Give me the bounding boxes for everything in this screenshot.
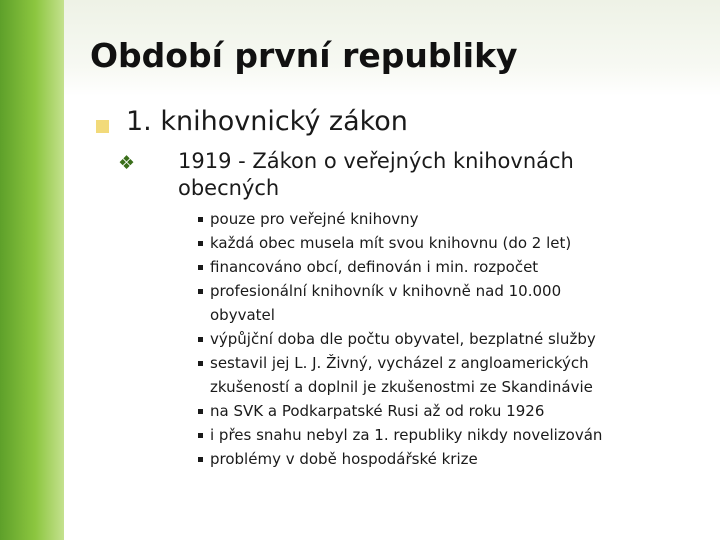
diamond-bullet-icon: ❖ [118,152,136,174]
list-item [201,399,711,423]
level2-line-1: 1919 - Zákon o veřejných knihovnách [178,149,574,173]
list-item-text: i přes snahu nebyl za 1. republiky nikdy novelizován [210,426,603,444]
slide-content [64,0,720,540]
square-bullet-icon [198,289,203,294]
square-bullet-icon [198,361,203,366]
list-item-text: financováno obcí, definován i min. rozpočet [210,258,539,276]
level2-line-2: obecných [178,176,280,200]
square-bullet-icon [96,120,109,133]
list-item [201,231,711,255]
level3-list [201,207,711,471]
list-item [201,255,711,279]
list-item-text: problémy v době hospodářské krize [210,450,478,468]
square-bullet-icon [198,337,203,342]
list-item [201,327,711,351]
square-bullet-icon [198,409,203,414]
list-item [201,207,711,231]
left-accent-band [0,0,64,540]
list-item-text: na SVK a Podkarpatské Rusi až od roku 1926 [210,402,545,420]
list-item-text: profesionální knihovník v knihovně nad 10.000 [210,282,562,300]
square-bullet-icon [198,217,203,222]
list-item [201,279,711,327]
list-item-text: výpůjční doba dle počtu obyvatel, bezplatné služby [210,330,596,348]
list-item [201,423,711,447]
list-item-text: každá obec musela mít svou knihovnu (do 2 let) [210,234,572,252]
square-bullet-icon [198,433,203,438]
list-item [201,447,711,471]
level2-item [178,148,678,202]
square-bullet-icon [198,241,203,246]
level1-item: 1. knihovnický zákon [126,106,408,137]
list-item-text: sestavil jej L. J. Živný, vycházel z angloamerických [210,354,589,372]
list-item [201,351,711,399]
list-item-text: obyvatel [210,306,275,324]
list-item-text: pouze pro veřejné knihovny [210,210,419,228]
square-bullet-icon [198,457,203,462]
list-item-text: zkušeností a doplnil je zkušenostmi ze Skandinávie [210,378,593,396]
slide-title: Období první republiky [90,36,518,75]
square-bullet-icon [198,265,203,270]
